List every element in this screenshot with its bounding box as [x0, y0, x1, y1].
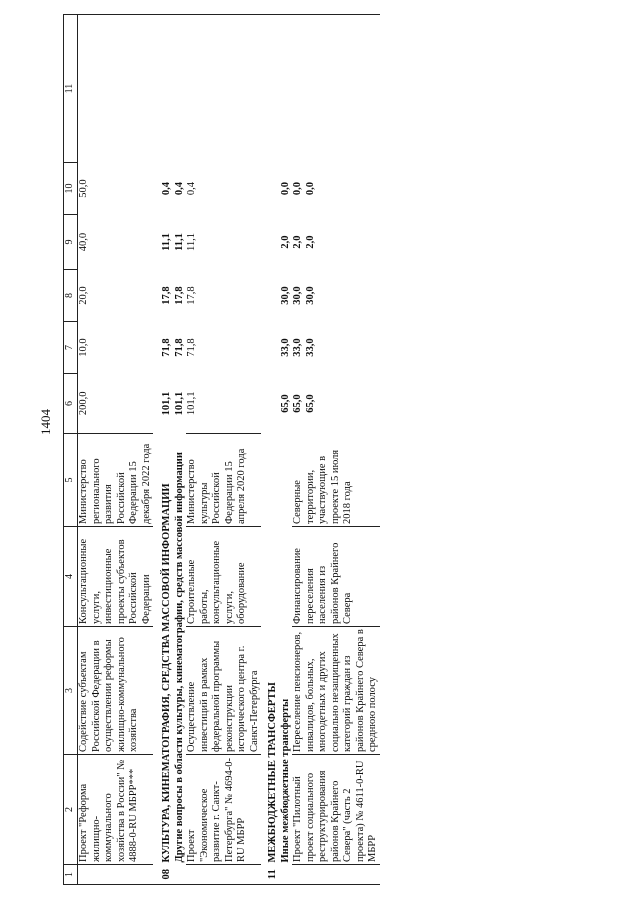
value-col9: 11,1: [173, 233, 185, 251]
table-row: [186, 15, 261, 885]
empty-cell: [174, 865, 187, 885]
value-col6: 101,1: [186, 374, 261, 434]
subsection-row: [174, 15, 187, 885]
project-executor: Министерство регионального развития Российской Федерации 15 декабря 2022 года: [78, 434, 154, 527]
col-header: 2: [64, 755, 78, 865]
value-col11: [280, 15, 380, 163]
header-row: [64, 15, 78, 885]
budget-table: [63, 14, 380, 885]
col-header: 11: [64, 15, 78, 163]
project-name: Проект "Реформа жилищно-коммунального хозяйства в России" № 4888-0-RU МБРР***: [78, 755, 154, 865]
page-number: 1404: [38, 409, 53, 435]
project-goal: Содействие субъектам Российской Федерации в осуществлении реформы жилищно-коммунального хозяйства: [78, 627, 154, 755]
col-header: 10: [64, 163, 78, 215]
value-col7: [261, 322, 280, 374]
empty-cell: [292, 865, 380, 885]
value-col6: [261, 374, 280, 434]
project-executor: Северные территории, участвующие в проекте 15 июля 2018 года: [292, 434, 380, 527]
col-header: 7: [64, 322, 78, 374]
value-col6: 65,0 65,0 65,0: [279, 394, 316, 413]
value-col7: 33,0 33,0 33,0: [279, 338, 316, 357]
value-col6: 200,0: [78, 374, 154, 434]
rotated-table-container: [63, 15, 583, 885]
col-header: 8: [64, 270, 78, 322]
subsection-title: Другие вопросы в области культуры, кинематографии, средств массовой информации: [173, 452, 185, 863]
value-col10: 0,0 0,0 0,0: [279, 181, 316, 196]
value-col10: 0,4: [173, 181, 185, 196]
section-code: 08: [153, 865, 174, 885]
row-code: [78, 865, 154, 885]
value-col11: [261, 15, 280, 163]
value-col8: 17,8: [186, 286, 197, 305]
value-col6: 101,1: [161, 391, 172, 416]
section-code: 11: [261, 865, 280, 885]
col-header: 6: [64, 374, 78, 434]
project-name: Проект "Экономическое развитие г. Санкт-Петербурга" № 4694-0-RU МБРР: [186, 755, 261, 865]
value-col10: 50,0: [78, 179, 89, 198]
value-col11: [78, 15, 154, 163]
col-header: 3: [64, 627, 78, 755]
value-col11: [174, 15, 187, 163]
value-col7: 71,8: [186, 338, 197, 357]
value-col7: 71,8: [161, 338, 172, 357]
value-col11: [153, 15, 174, 163]
project-spending: Консультационные услуги, инвестиционные проекты субъектов Российской Федерации: [78, 527, 154, 627]
value-col9: [261, 215, 280, 270]
col-header: 4: [64, 527, 78, 627]
value-col8: 17,8: [161, 286, 172, 305]
value-col6: 101,1: [173, 391, 185, 416]
value-col7: 10,0: [78, 338, 89, 357]
value-col9: 11,1: [161, 233, 172, 251]
section-row: [261, 15, 280, 885]
project-goal: Осуществление инвестиций в рамках федеральной программы реконструкции исторического центра г. Санкт-Петербурга: [186, 627, 261, 755]
value-col9: 11,1: [186, 233, 197, 251]
value-col8: 17,8: [173, 286, 185, 305]
value-col10: 0,4: [186, 181, 197, 196]
value-col8: 30,0 30,0 30,0: [279, 286, 316, 305]
value-col10: [261, 163, 280, 215]
col-header: 5: [64, 434, 78, 527]
subsection-title: Иные межбюджетные трансферты: [279, 698, 291, 863]
value-col9: 40,0: [78, 232, 89, 252]
project-name: Проект "Пилотный проект социального реструктурирования районов Крайнего Севера" (часть 2 проекта) № 4611-0-RU МБРР: [292, 755, 380, 865]
row-code: [186, 865, 261, 885]
col-header: 9: [64, 215, 78, 270]
value-col9: 2,0 2,0 2,0: [279, 235, 316, 249]
value-col11: [186, 15, 261, 163]
value-col8: [261, 270, 280, 322]
empty-cell: [280, 865, 293, 885]
col-header: 1: [64, 865, 78, 885]
value-col8: 20,0: [78, 286, 89, 305]
section-row: [153, 15, 174, 885]
section-title: КУЛЬТУРА, КИНЕМАТОГРАФИЯ, СРЕДСТВА МАССОВОЙ ИНФОРМАЦИИ: [161, 483, 172, 863]
subsection-row: [280, 15, 293, 885]
value-col10: 0,4: [161, 181, 172, 196]
project-spending: Строительные работы, консультационные услуги, оборудование: [186, 527, 261, 627]
value-col7: 71,8: [173, 338, 185, 357]
section-title: МЕЖБЮДЖЕТНЫЕ ТРАНСФЕРТЫ: [267, 682, 278, 863]
project-goal: Переселение пенсионеров, инвалидов, больных, многодетных и других социально незащищенных категорий граждан из районов Крайнего Севера в среднюю полосу: [292, 627, 380, 755]
table-row: [78, 15, 154, 885]
project-spending: Финансирование переселения населения из районов Крайнего Севера: [292, 527, 380, 627]
project-executor: Министерство культуры Российской Федерации 15 апреля 2020 года: [186, 434, 261, 527]
